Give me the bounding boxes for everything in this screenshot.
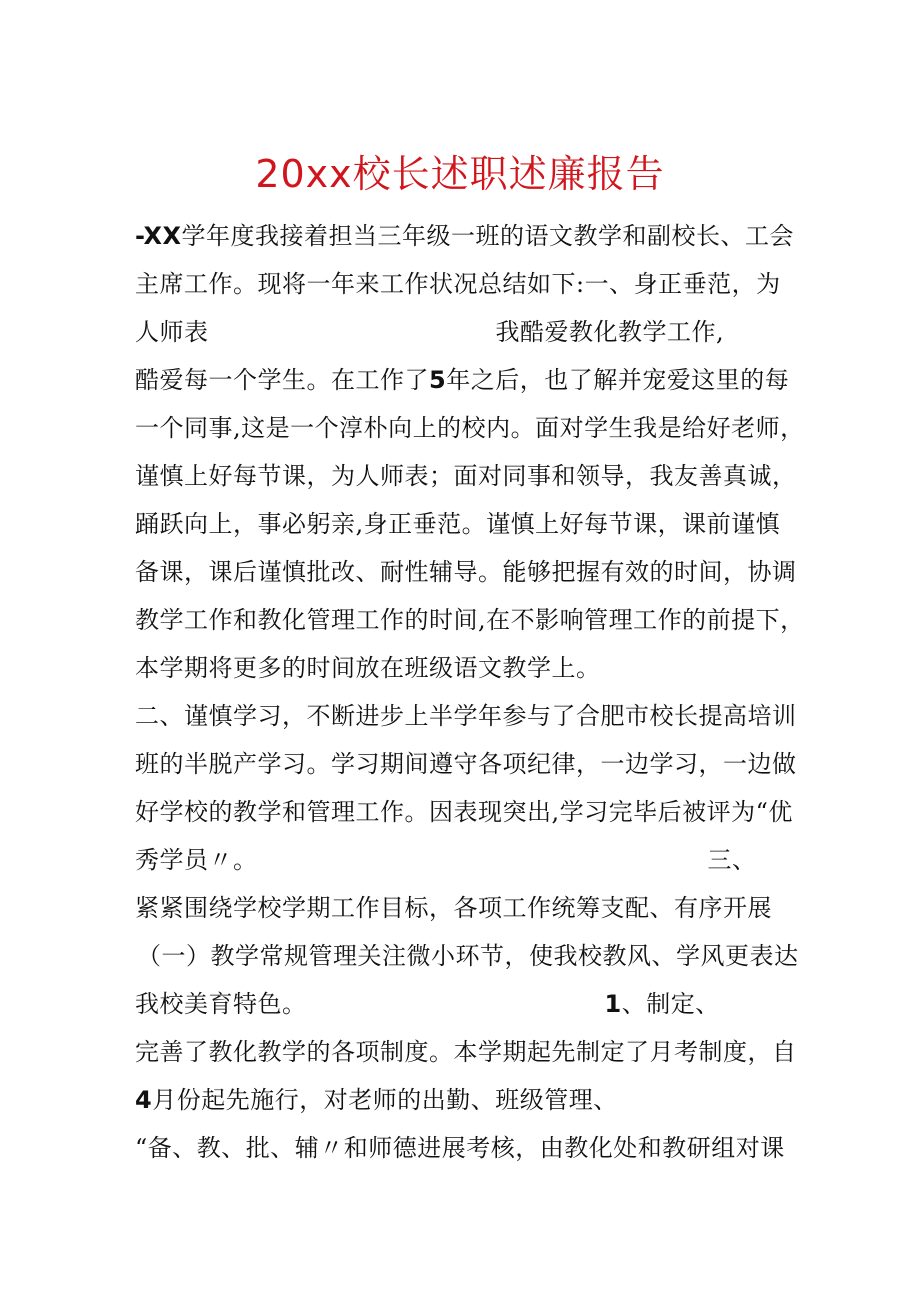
- line-text-pre: 酷爱每一个学生。在工作了: [135, 366, 429, 394]
- line-text-right: 我酷爱教化教学工作,: [495, 318, 725, 346]
- paragraph-line: [135, 744, 797, 784]
- paragraph-line: [135, 360, 789, 400]
- line-text: 本学期将更多的时间放在班级语文教学上。: [135, 654, 601, 682]
- paragraph-line: [135, 1080, 618, 1120]
- paragraph-line: [135, 1032, 797, 1072]
- line-text: 主席工作。现将一年来工作状况总结如下:一、身正垂范，为: [135, 270, 781, 298]
- line-text: “备、教、批、辅〃和师德进展考核，由教化处和教研组对课: [135, 1134, 785, 1162]
- bold-text: -XX: [135, 222, 182, 250]
- paragraph-line: [135, 312, 724, 352]
- document-title: 20xx校长述职述廉报告: [255, 152, 665, 196]
- line-text-left: 秀学员〃。: [135, 846, 258, 874]
- paragraph-line: [135, 408, 805, 448]
- paragraph-line: [135, 456, 797, 496]
- line-text: 紧紧围绕学校学期工作目标，各项工作统筹支配、有序开展: [135, 894, 772, 922]
- line-text: 踊跃向上，事必躬亲,身正垂范。谨慎上好每节课，课前谨慎: [135, 510, 781, 538]
- bold-number: 5: [429, 366, 447, 394]
- paragraph-line: [135, 504, 780, 544]
- paragraph-line: [135, 696, 797, 736]
- line-text: 班的半脱产学习。学习期间遵守各项纪律，一边学习，一边做: [135, 750, 797, 778]
- line-text: 完善了教化教学的各项制度。本学期起先制定了月考制度，自: [135, 1038, 797, 1066]
- paragraph-line: [135, 552, 797, 592]
- paragraph-line: [135, 888, 772, 928]
- paragraph-line: [135, 1128, 785, 1168]
- bold-number: 4: [135, 1086, 153, 1114]
- paragraph-line: [135, 264, 781, 304]
- line-text: 学年度我接着担当三年级一班的语文教学和副校长、工会: [181, 222, 795, 250]
- line-text: 二、谨慎学习，不断进步上半学年参与了合肥市校长提高培训: [135, 702, 797, 730]
- paragraph-line: [135, 840, 757, 880]
- line-text-right: 三、: [707, 846, 757, 874]
- line-text: 年之后，也了解并宠爱这里的每: [446, 366, 790, 394]
- line-text-left: 我校美育特色。: [135, 990, 307, 1018]
- line-text: 备课，课后谨慎批改、耐性辅导。能够把握有效的时间，协调: [135, 558, 797, 586]
- line-text-left: 人师表: [135, 318, 209, 346]
- line-text: 谨慎上好每节课，为人师表；面对同事和领导，我友善真诚，: [135, 462, 797, 490]
- line-text: （一）教学常规管理关注微小环节，使我校教风、学风更表达: [137, 942, 799, 970]
- paragraph-line: [135, 600, 805, 640]
- line-text: 教学工作和教化管理工作的时间,在不影响管理工作的前提下，: [135, 606, 805, 634]
- bold-number: 1: [604, 990, 622, 1018]
- paragraph-line: [135, 984, 720, 1024]
- line-text-right: 、制定、: [621, 990, 720, 1018]
- paragraph-line: [135, 648, 601, 688]
- line-text: 好学校的教学和管理工作。因表现突出,学习完毕后被评为“优: [135, 798, 793, 826]
- paragraph-line: [137, 936, 799, 976]
- paragraph-line: [135, 792, 793, 832]
- line-text: 月份起先施行，对老师的出勤、班级管理、: [152, 1086, 618, 1114]
- paragraph-line: [135, 216, 794, 256]
- line-text: 一个同事,这是一个淳朴向上的校内。面对学生我是给好老师，: [135, 414, 805, 442]
